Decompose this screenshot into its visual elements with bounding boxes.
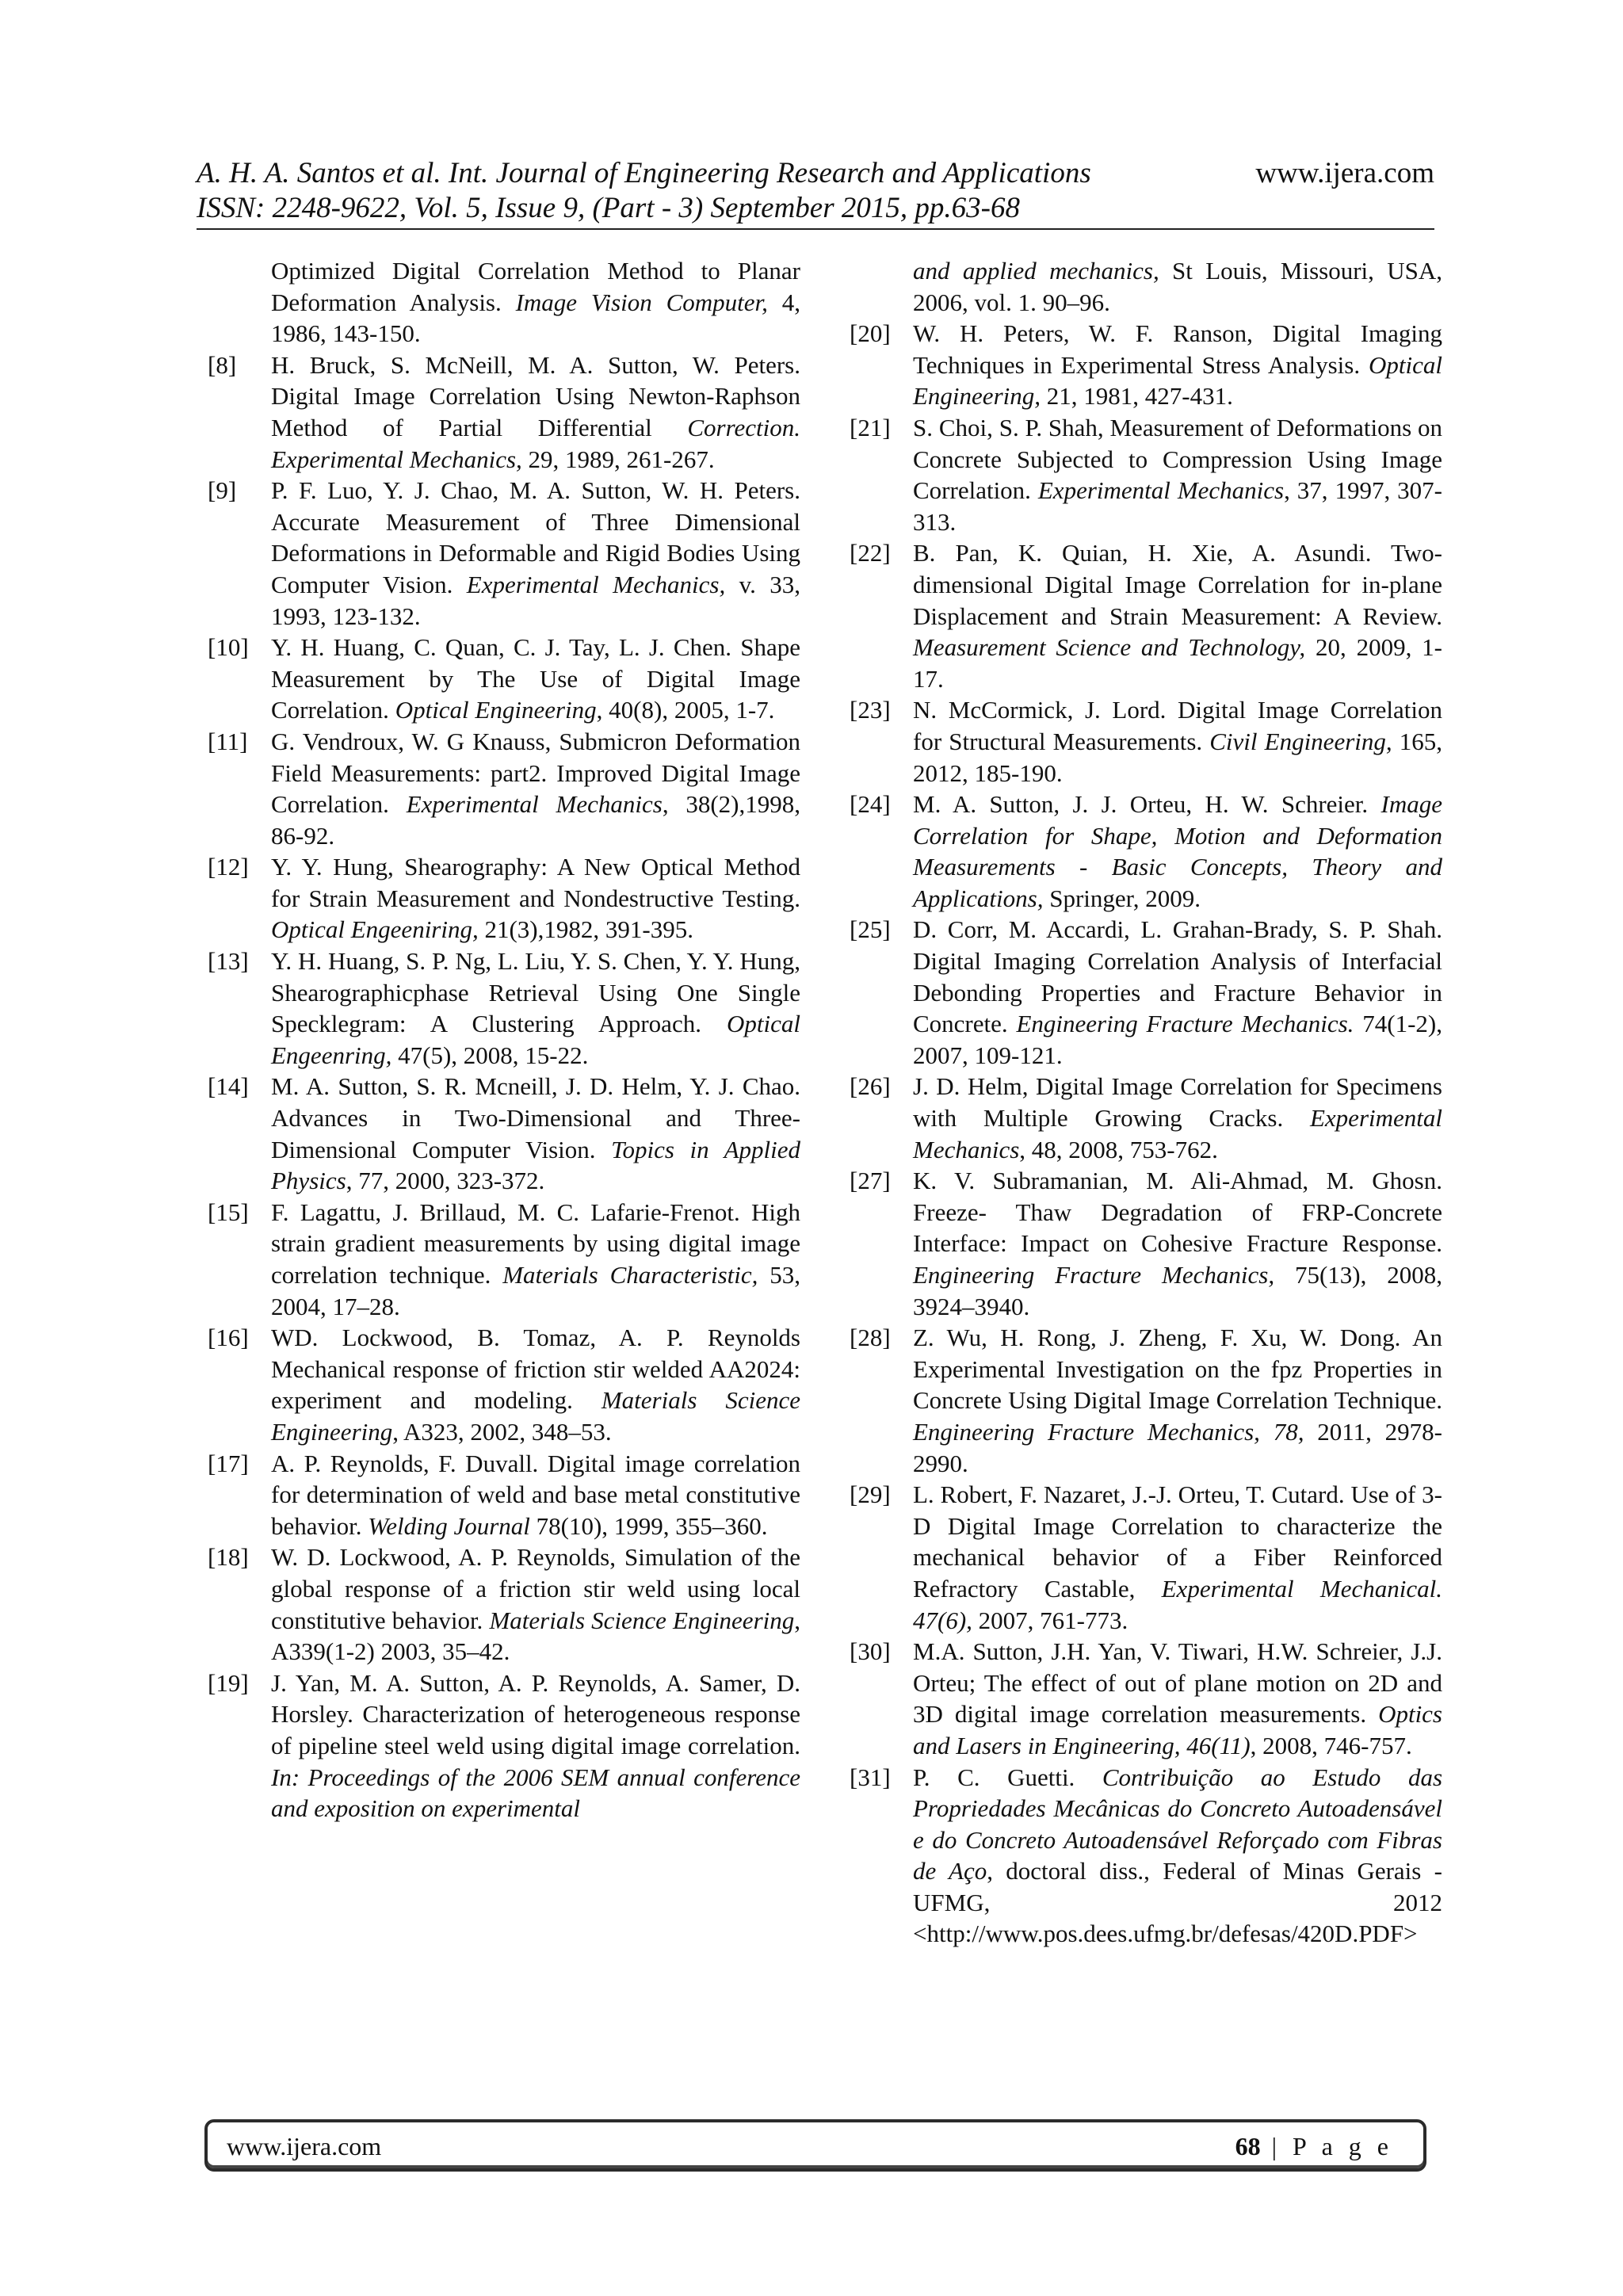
reference-number: [12] (208, 853, 249, 881)
reference-details: , A339(1-2) 2003, 35–42. (271, 1606, 800, 1666)
reference-details: , 38(2),1998, 86-92. (271, 790, 801, 850)
reference-entry (208, 851, 800, 946)
reference-details: , 48, 2008, 753-762. (1019, 1135, 1218, 1163)
reference-source: Correction. Experimental Mechanics, (271, 413, 800, 473)
reference-number: [8] (208, 350, 237, 379)
references-left-column (208, 255, 800, 1824)
reference-source: Engineering Fracture Mechanics. (1016, 1010, 1354, 1038)
reference-text: Y. Y. Hung, Shearography: A New Optical Method for Strain Measurement and Nondestructive Testing. (271, 853, 800, 912)
reference-text: A. P. Reynolds, F. Duvall. Digital image correlation for determination of weld and base metal constitutive behavior. (271, 1449, 800, 1540)
reference-number: [22] (850, 539, 891, 567)
reference-entry (850, 255, 1442, 318)
reference-entry (850, 412, 1442, 537)
reference-text: W. D. Lockwood, A. P. Reynolds, Simulation of the global response of a friction stir weld using local constitutive behavior. (271, 1543, 800, 1634)
reference-number: [21] (850, 413, 891, 441)
reference-number: [27] (850, 1167, 891, 1195)
issn-line: ISSN: 2248-9622, Vol. 5, Issue 9, (Part - 3) September 2015, pp.63-68 (197, 192, 1020, 224)
reference-number: [28] (850, 1324, 891, 1352)
reference-entry (850, 1071, 1442, 1165)
reference-entry (850, 1636, 1442, 1761)
reference-source: and applied mechanics, (913, 257, 1159, 285)
reference-text: G. Vendroux, W. G Knauss, Submicron Deformation Field Measurements: part2. Improved Digital Image Correlation. (271, 727, 800, 819)
reference-details: 165, 2012, 185-190. (913, 727, 1442, 787)
header-site-link[interactable]: www.ijera.com (1255, 157, 1434, 189)
reference-entry (208, 255, 800, 350)
reference-entry (850, 1762, 1442, 1950)
reference-text: WD. Lockwood, B. Tomaz, A. P. Reynolds Mechanical response of friction stir welded AA2024: experiment and modeling. (271, 1324, 800, 1415)
reference-text: P. C. Guetti. (913, 1763, 1102, 1791)
reference-text: Optimized Digital Correlation Method to Planar Deformation Analysis. (271, 257, 800, 316)
reference-number: [20] (850, 319, 891, 348)
reference-text: K. V. Subramanian, M. Ali-Ahmad, M. Ghosn. Freeze- Thaw Degradation of FRP-Concrete Interface: Impact on Cohesive Fracture Response. (913, 1167, 1442, 1258)
running-header-line-1 (197, 155, 1434, 192)
reference-details: v. 33, 1993, 123-132. (271, 570, 800, 630)
reference-source: Experimental Mechanics (1037, 476, 1285, 505)
reference-number: [26] (850, 1072, 891, 1101)
reference-source: Engineering Fracture Mechanics, 78, (913, 1417, 1304, 1446)
reference-details: 29, 1989, 261-267. (521, 445, 715, 473)
reference-number: [17] (208, 1449, 249, 1477)
reference-entry (208, 1197, 800, 1322)
reference-details: 2011, 2978-2990. (913, 1417, 1442, 1477)
reference-text: J. D. Helm, Digital Image Correlation for Specimens with Multiple Growing Cracks. (913, 1072, 1442, 1133)
reference-entry (208, 475, 800, 632)
journal-citation: A. H. A. Santos et al. Int. Journal of Engineering Research and Applications (197, 157, 1091, 189)
reference-entry (208, 632, 800, 726)
reference-source: Image Vision Computer, (515, 288, 768, 316)
reference-number: [9] (208, 476, 237, 505)
reference-source: Image Correlation for Shape, Motion and Deformation Measurements - Basic Concepts, Theory and Applications, (913, 790, 1442, 912)
reference-text: P. F. Luo, Y. J. Chao, M. A. Sutton, W. H. Peters. Accurate Measurement of Three Dimensional Deformations in Deformable and Rigid Bodies Using Computer Vision. (271, 476, 800, 598)
reference-number: [11] (208, 727, 248, 755)
reference-source: Experimental Mechanical. 47(6), (913, 1574, 1442, 1634)
reference-source: Materials Characteristic, (502, 1261, 758, 1289)
reference-details: 75(13), 2008, 3924–3940. (913, 1261, 1442, 1320)
reference-entry (208, 1448, 800, 1542)
reference-text: H. Bruck, S. McNeill, M. A. Sutton, W. Peters. Digital Image Correlation Using Newton-Raphson Method of Partial Differential (271, 350, 800, 441)
reference-details: , 2008, 746-757. (1250, 1731, 1412, 1759)
reference-details: 20, 2009, 1-17. (913, 633, 1442, 693)
reference-entry (208, 946, 800, 1071)
reference-text: J. Yan, M. A. Sutton, A. P. Reynolds, A. Samer, D. Horsley. Characterization of heterogeneous response of pipeline steel weld using digital image correlation. (271, 1668, 800, 1759)
reference-entry (208, 726, 800, 851)
reference-source: Experimental Mechanics (913, 1104, 1442, 1163)
reference-number: [23] (850, 696, 891, 724)
reference-entry (208, 1541, 800, 1667)
reference-details: , 37, 1997, 307-313. (913, 476, 1443, 536)
reference-source: Optical Engineering, (913, 350, 1442, 411)
reference-text: F. Lagattu, J. Brillaud, M. C. Lafarie-Frenot. High strain gradient measurements by using digital image correlation technique. (271, 1198, 800, 1289)
reference-source: Measurement Science and Technology, (913, 633, 1306, 662)
reference-source: Optical Engineering (395, 696, 597, 724)
page-number (1235, 2132, 1393, 2160)
reference-text: M. A. Sutton, S. R. Mcneill, J. D. Helm, Y. J. Chao. Advances in Two-Dimensional and Three-Dimensional Computer Vision. (271, 1072, 800, 1163)
reference-source: In: Proceedings of the 2006 SEM annual conference and exposition on experimental (271, 1763, 800, 1823)
reference-text: W. H. Peters, W. F. Ranson, Digital Imaging Techniques in Experimental Stress Analysis. (913, 319, 1442, 379)
reference-entry (850, 789, 1442, 914)
reference-number: [14] (208, 1072, 249, 1101)
reference-source: Engineering Fracture Mechanics, (913, 1261, 1275, 1289)
reference-number: [15] (208, 1198, 249, 1226)
reference-number: [13] (208, 947, 249, 976)
reference-details: Springer, 2009. (1043, 884, 1201, 912)
reference-number: [16] (208, 1324, 249, 1352)
reference-source: Materials Science Engineering (489, 1606, 795, 1634)
reference-source: Civil Engineering, (1209, 727, 1392, 755)
reference-source: Optical Engeenring, (271, 1010, 800, 1069)
reference-number: [24] (850, 790, 891, 819)
reference-details: 53, 2004, 17–28. (271, 1261, 800, 1320)
reference-entry (208, 1071, 800, 1196)
reference-text: S. Choi, S. P. Shah, Measurement of Deformations on Concrete Subjected to Compression Using Image Correlation. (913, 413, 1442, 505)
reference-number: [10] (208, 633, 249, 662)
reference-number: [30] (850, 1637, 891, 1666)
reference-entry (850, 318, 1442, 412)
references-right-column (850, 255, 1442, 1950)
reference-details: , 40(8), 2005, 1-7. (596, 696, 775, 724)
reference-text: B. Pan, K. Quian, H. Xie, A. Asundi. Two-dimensional Digital Image Correlation for in-plane Displacement and Strain Measurement: A Review. (913, 539, 1442, 630)
reference-text: Y. H. Huang, C. Quan, C. J. Tay, L. J. Chen. Shape Measurement by The Use of Digital Image Correlation. (271, 633, 800, 724)
reference-number: [31] (850, 1763, 891, 1791)
running-header-line-2 (197, 190, 1434, 227)
reference-source: Optics and Lasers in Engineering, 46(11) (913, 1700, 1442, 1759)
reference-number: [19] (208, 1668, 249, 1697)
reference-number: [18] (208, 1543, 249, 1572)
reference-details: , A323, 2002, 348–53. (392, 1417, 612, 1446)
reference-details: St Louis, Missouri, USA, 2006, vol. 1. 90–96. (913, 257, 1442, 316)
reference-source: Welding Journal (368, 1511, 530, 1540)
reference-number: [29] (850, 1480, 891, 1509)
reference-details: 2007, 761-773. (972, 1606, 1128, 1634)
footer-site-link[interactable]: www.ijera.com (227, 2132, 382, 2160)
reference-entry (850, 537, 1442, 694)
header-rule (197, 228, 1434, 230)
reference-text: M.A. Sutton, J.H. Yan, V. Tiwari, H.W. Schreier, J.J. Orteu; The effect of out of plane motion on 2D and 3D digital image correlation measurements. (913, 1637, 1442, 1729)
reference-entry (208, 1322, 800, 1447)
reference-source: Materials Science Engineering (271, 1386, 800, 1446)
reference-details: 21(3),1982, 391-395. (478, 915, 693, 944)
reference-entry (850, 1479, 1442, 1636)
reference-entry (850, 914, 1442, 1071)
page-footer (204, 2119, 1426, 2172)
reference-source: Topics in Applied Physics (271, 1135, 800, 1195)
reference-entry (850, 1165, 1442, 1322)
reference-source: Experimental Mechanics, (466, 570, 726, 598)
reference-text: D. Corr, M. Accardi, L. Grahan-Brady, S. P. Shah. Digital Imaging Correlation Analysis of Interfacial Debonding Properties and Fracture Behavior in Concrete. (913, 915, 1442, 1038)
reference-details: , 77, 2000, 323-372. (346, 1167, 545, 1195)
page-label: | P a g e (1260, 2132, 1393, 2160)
reference-source: Contribuição ao Estudo das Propriedades Mecânicas do Concreto Autoadensável e do Concreto Autoadensável Reforçado com Fibras de Aço (913, 1763, 1443, 1885)
reference-details: 74(1-2), 2007, 109-121. (913, 1010, 1442, 1069)
reference-text: Y. H. Huang, S. P. Ng, L. Liu, Y. S. Chen, Y. Y. Hung, Shearographicphase Retrieval Using One Single Specklegram: A Clustering Approach. (271, 947, 800, 1038)
reference-text: Z. Wu, H. Rong, J. Zheng, F. Xu, W. Dong. An Experimental Investigation on the fpz Properties in Concrete Using Digital Image Correlation Technique. (913, 1324, 1442, 1415)
reference-details: 78(10), 1999, 355–360. (529, 1511, 768, 1540)
reference-details: 47(5), 2008, 15-22. (391, 1041, 589, 1069)
page-number-value: 68 (1235, 2132, 1261, 2160)
reference-details: 21, 1981, 427-431. (1041, 382, 1233, 411)
reference-source: Optical Engeeniring, (271, 915, 479, 944)
reference-text: M. A. Sutton, J. J. Orteu, H. W. Schreier. (913, 790, 1381, 819)
reference-entry (208, 1668, 800, 1824)
reference-text: L. Robert, F. Nazaret, J.-J. Orteu, T. Cutard. Use of 3-D Digital Image Correlation to characterize the mechanical behavior of a Fiber Reinforced Refractory Castable, (913, 1480, 1442, 1603)
reference-entry (208, 350, 800, 475)
reference-details: 4, 1986, 143-150. (271, 288, 801, 348)
reference-source: Experimental Mechanics (406, 790, 663, 819)
reference-details: , doctoral diss., Federal of Minas Gerais - UFMG, 2012 <http://www.pos.dees.ufmg.br/defesas/420D.PDF> (913, 1857, 1442, 1948)
reference-entry (850, 1322, 1442, 1479)
reference-text: N. McCormick, J. Lord. Digital Image Correlation for Structural Measurements. (913, 696, 1442, 755)
reference-number: [25] (850, 915, 891, 944)
reference-entry (850, 694, 1442, 789)
